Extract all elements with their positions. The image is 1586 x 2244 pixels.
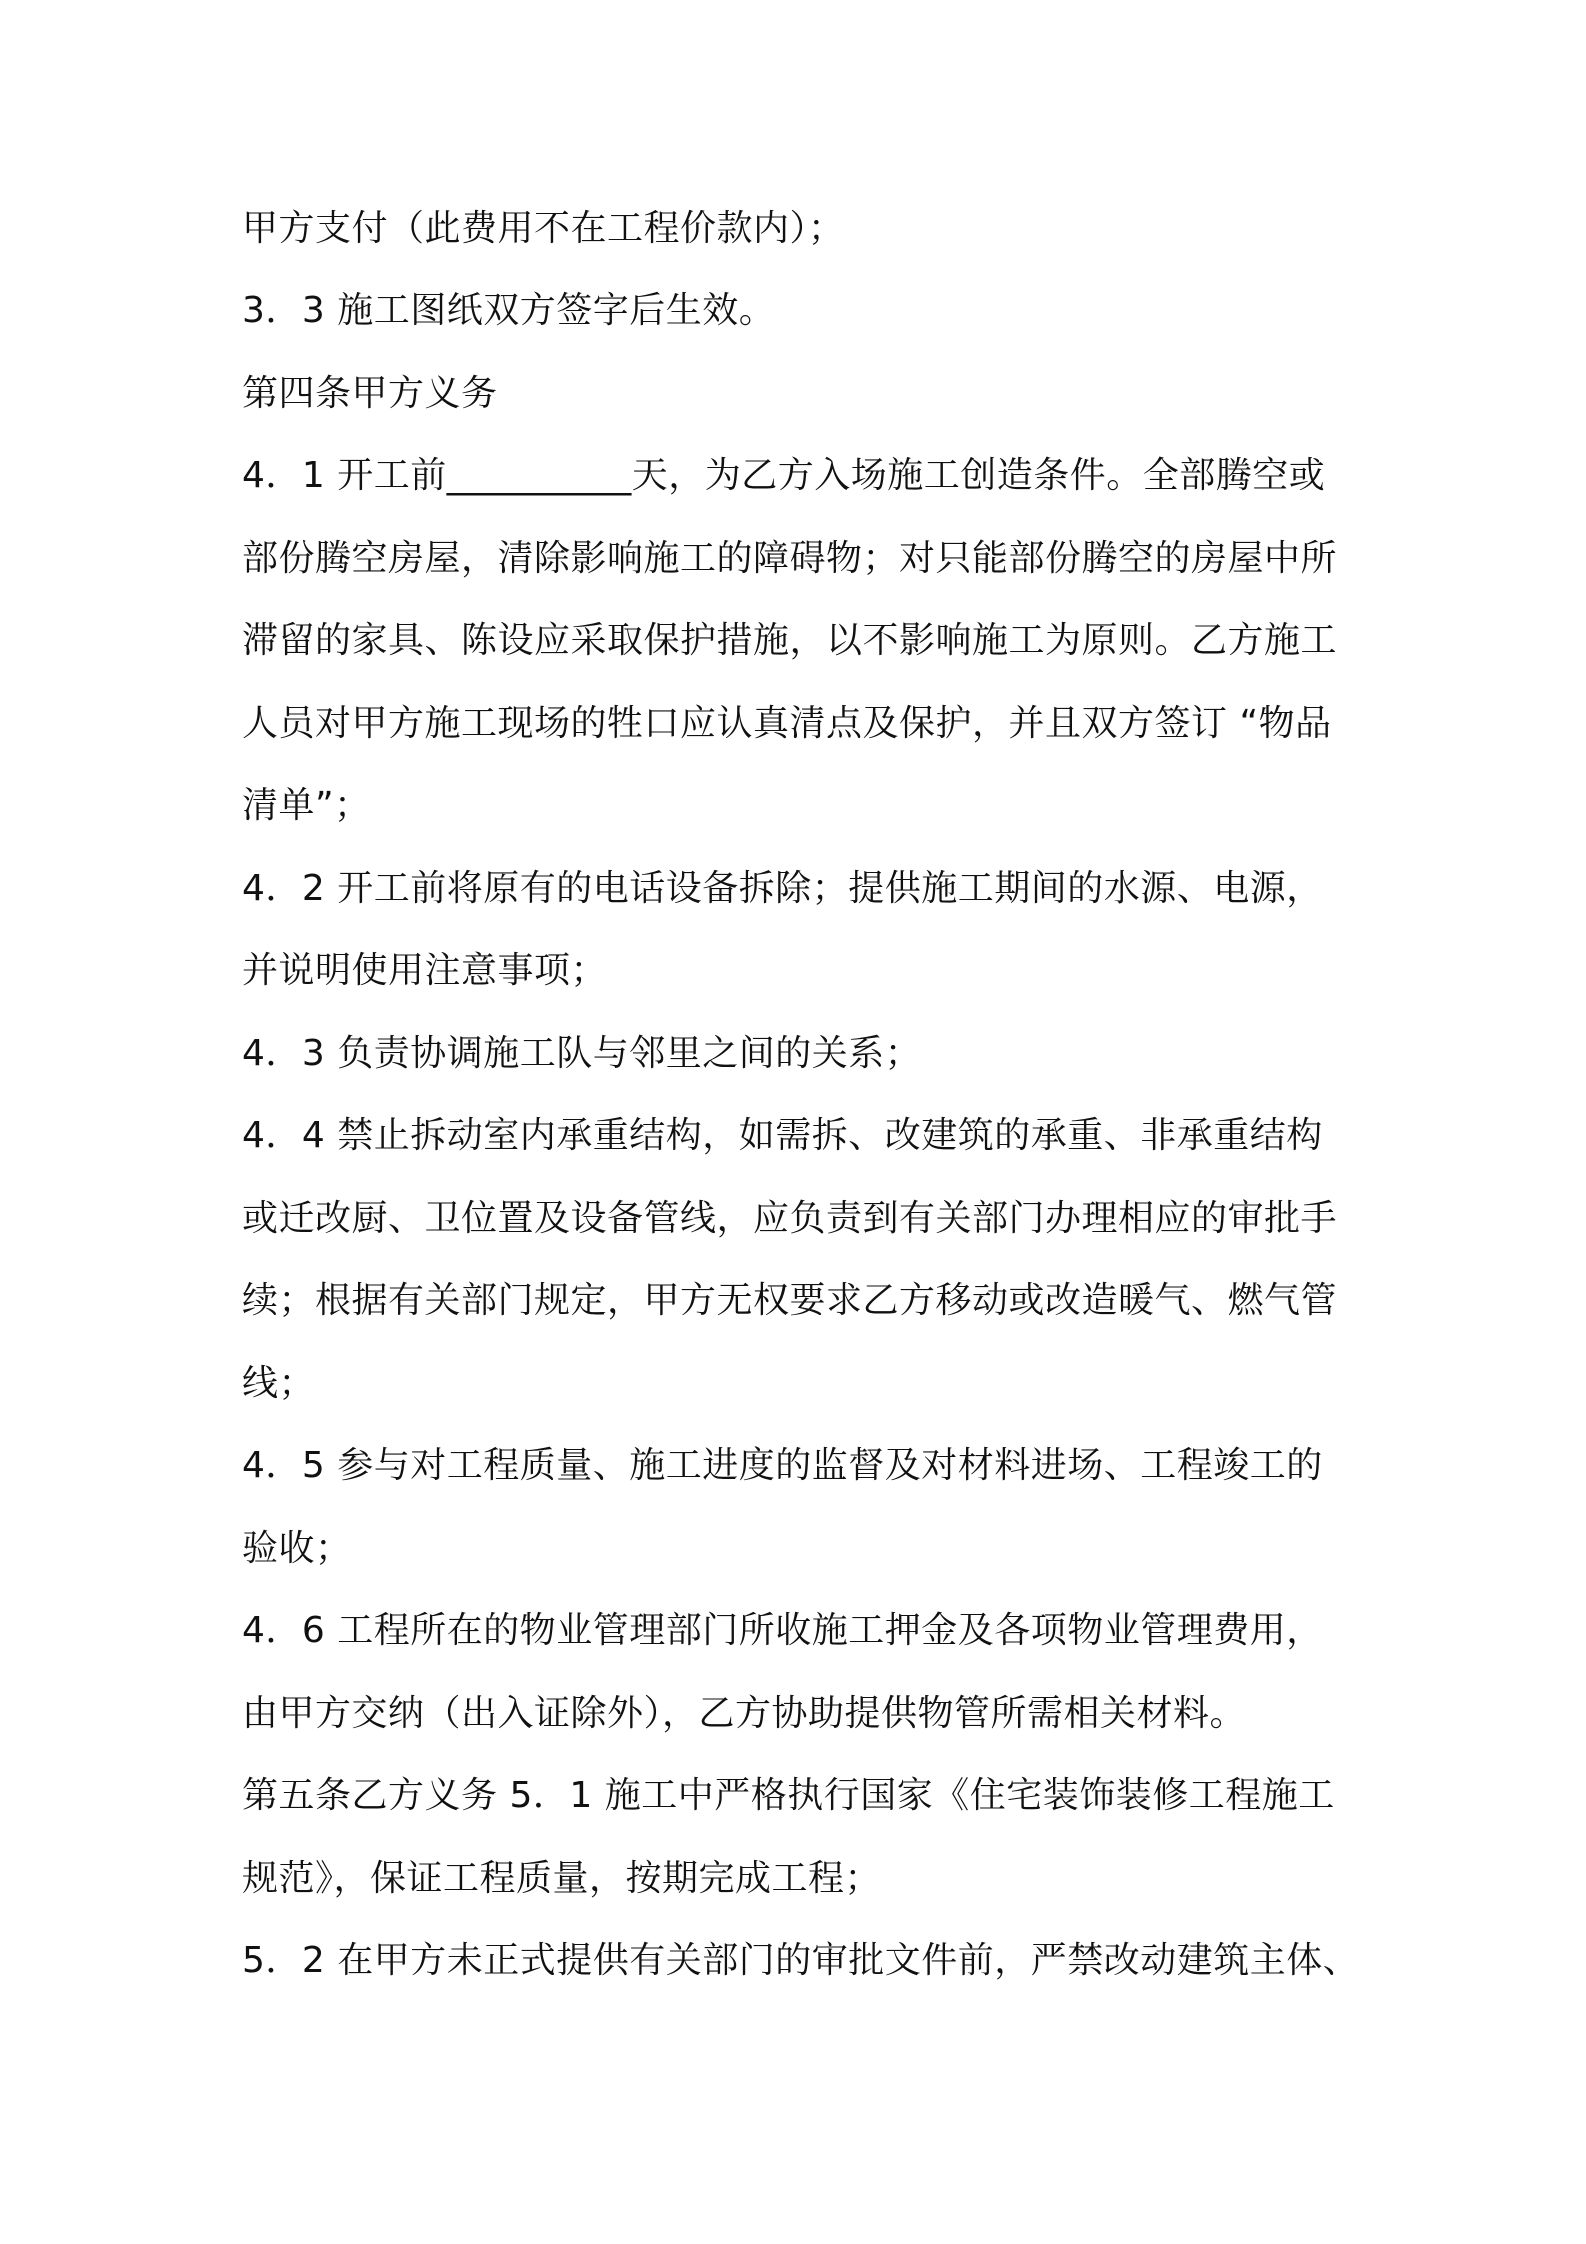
text-line-9: 4．2 开工前将原有的电话设备拆除；提供施工期间的水源、电源， (242, 868, 1323, 909)
text-line-2: 3．3 施工图纸双方签字后生效。 (242, 290, 776, 331)
text-line-7: 人员对甲方施工现场的牲口应认真清点及保护，并且双方签订 “物品 (242, 703, 1332, 744)
text-line-21: 规范》，保证工程质量，按期完成工程； (242, 1858, 882, 1899)
text-line-8: 清单”； (242, 785, 371, 826)
text-line-22: 5．2 在甲方未正式提供有关部门的审批文件前，严禁改动建筑主体、 (242, 1940, 1360, 1981)
text-line-11: 4．3 负责协调施工队与邻里之间的关系； (242, 1033, 922, 1074)
text-line-5: 部份腾空房屋，清除影响施工的障碍物；对只能部份腾空的房屋中所 (242, 538, 1338, 579)
text-line-4: 4．1 开工前__________天，为乙方入场施工创造条件。全部腾空或 (242, 455, 1326, 496)
section-heading-article-4: 第四条甲方义务 (242, 373, 498, 414)
text-line-15: 线； (242, 1363, 316, 1404)
text-line-19: 由甲方交纳（出入证除外），乙方协助提供物管所需相关材料。 (242, 1693, 1247, 1734)
text-line-18: 4．6 工程所在的物业管理部门所收施工押金及各项物业管理费用， (242, 1610, 1323, 1651)
text-line-6: 滞留的家具、陈设应采取保护措施，以不影响施工为原则。乙方施工 (242, 620, 1338, 661)
text-line-20: 第五条乙方义务 5．1 施工中严格执行国家《住宅装饰装修工程施工 (242, 1775, 1335, 1816)
text-line-16: 4．5 参与对工程质量、施工进度的监督及对材料进场、工程竣工的 (242, 1445, 1323, 1486)
text-line-14: 续；根据有关部门规定，甲方无权要求乙方移动或改造暖气、燃气管 (242, 1280, 1338, 1321)
text-line-17: 验收； (242, 1528, 352, 1569)
text-line-13: 或迁改厨、卫位置及设备管线，应负责到有关部门办理相应的审批手 (242, 1198, 1338, 1239)
text-line-10: 并说明使用注意事项； (242, 950, 608, 991)
text-line-1: 甲方支付（此费用不在工程价款内）； (242, 208, 845, 249)
text-line-12: 4．4 禁止拆动室内承重结构，如需拆、改建筑的承重、非承重结构 (242, 1115, 1323, 1156)
